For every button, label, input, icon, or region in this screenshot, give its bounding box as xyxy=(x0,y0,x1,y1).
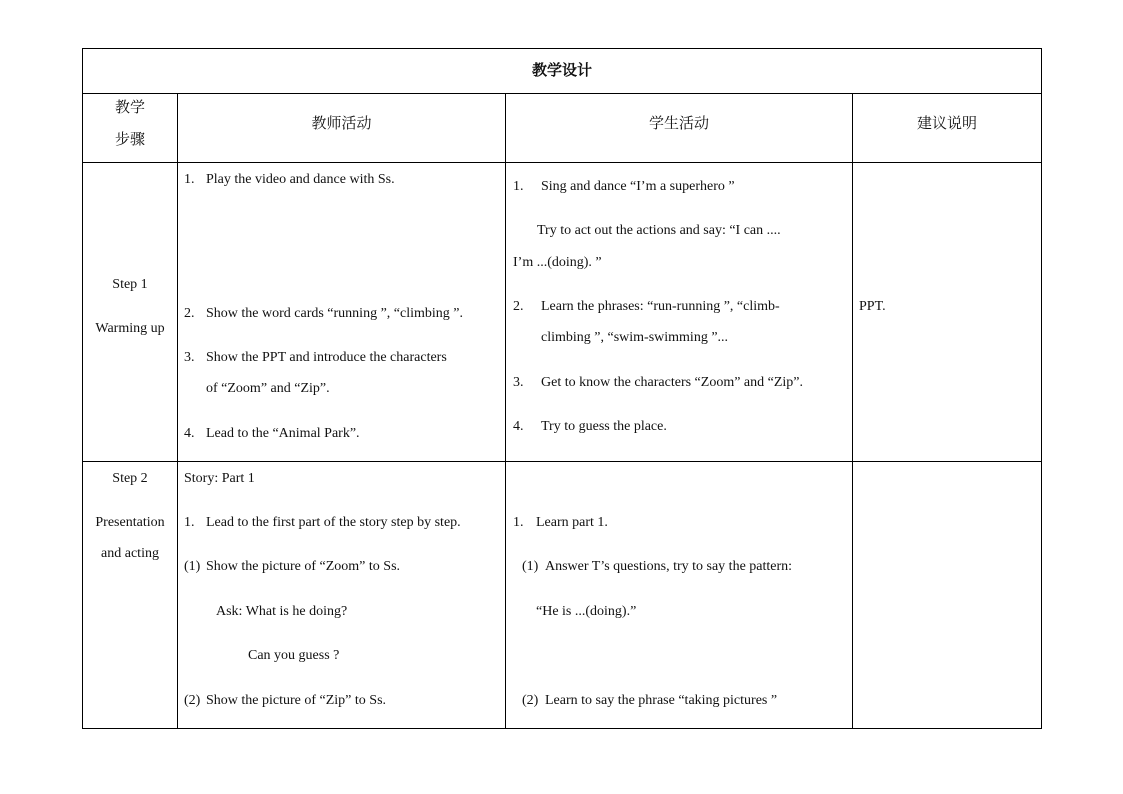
step1-label-cell xyxy=(83,163,178,462)
step2-label-line1: Step 2 xyxy=(112,471,148,486)
header-student: 学生活动 xyxy=(648,114,709,132)
list-number: (1) xyxy=(522,559,539,574)
list-number: 1. xyxy=(513,515,524,530)
list-number: 1. xyxy=(184,515,195,530)
list-item-continued: “He is ...(doing).” xyxy=(536,604,637,619)
list-number: (2) xyxy=(184,693,201,708)
step1-label-line2: Warming up xyxy=(95,321,165,336)
step2-student-cell xyxy=(506,462,853,729)
step2-teacher-cell xyxy=(178,462,506,729)
lesson-plan-table xyxy=(82,48,1042,729)
step1-teacher-cell xyxy=(178,163,506,462)
list-item: Show the PPT and introduce the characters xyxy=(206,350,447,365)
list-item: Get to know the characters “Zoom” and “Zip”. xyxy=(541,375,804,390)
list-number: (2) xyxy=(522,693,539,708)
title-cell xyxy=(83,49,1042,94)
list-number: 2. xyxy=(184,306,195,321)
notes-text: PPT. xyxy=(859,299,886,314)
step2-label-line2: Presentation xyxy=(95,515,165,530)
list-number: 2. xyxy=(513,299,524,314)
list-item: Story: Part 1 xyxy=(184,471,255,486)
list-item-continued: I’m ...(doing). ” xyxy=(513,255,602,270)
list-item: Show the picture of “Zoom” to Ss. xyxy=(206,559,401,574)
list-item: Learn part 1. xyxy=(536,515,608,530)
list-item-continued: of “Zoom” and “Zip”. xyxy=(206,381,330,396)
step1-student-cell xyxy=(506,163,853,462)
list-item: Play the video and dance with Ss. xyxy=(206,172,395,187)
header-step-line1: 教学 xyxy=(114,98,145,116)
list-item: Show the word cards “running ”, “climbing ”. xyxy=(206,306,463,321)
list-item-continued: Try to act out the actions and say: “I can .... xyxy=(537,223,781,238)
header-step-line2: 步骤 xyxy=(114,130,145,148)
list-item-continued: climbing ”, “swim-swimming ”... xyxy=(541,330,729,345)
page-title: 教学设计 xyxy=(531,61,592,79)
list-item: Sing and dance “I’m a superhero ” xyxy=(541,179,735,194)
list-number: 3. xyxy=(513,375,524,390)
list-item: Lead to the “Animal Park”. xyxy=(206,426,360,441)
list-item: Show the picture of “Zip” to Ss. xyxy=(206,693,387,708)
list-number: 3. xyxy=(184,350,195,365)
list-item: Lead to the first part of the story step by step. xyxy=(206,515,461,530)
list-number: 1. xyxy=(184,172,195,187)
list-item: Ask: What is he doing? xyxy=(216,604,348,619)
step2-label-line3: and acting xyxy=(101,546,159,561)
list-item: Learn the phrases: “run-running ”, “climb- xyxy=(541,299,780,314)
header-notes-cell xyxy=(853,94,1042,163)
list-number: 4. xyxy=(184,426,195,441)
step2-label-cell xyxy=(83,462,178,729)
list-item: Answer T’s questions, try to say the pattern: xyxy=(545,559,793,574)
header-step-cell xyxy=(83,94,178,163)
header-student-cell xyxy=(506,94,853,163)
header-teacher-cell xyxy=(178,94,506,163)
header-teacher: 教师活动 xyxy=(311,114,372,132)
list-item: Learn to say the phrase “taking pictures ” xyxy=(545,693,778,708)
list-number: 4. xyxy=(513,419,524,434)
step1-notes-cell xyxy=(853,163,1042,462)
step1-label-line1: Step 1 xyxy=(112,277,148,292)
list-number: 1. xyxy=(513,179,524,194)
list-item: Try to guess the place. xyxy=(541,419,667,434)
list-number: (1) xyxy=(184,559,201,574)
step2-notes-cell xyxy=(853,462,1042,729)
list-item: Can you guess ? xyxy=(248,648,340,663)
header-notes: 建议说明 xyxy=(916,114,977,132)
